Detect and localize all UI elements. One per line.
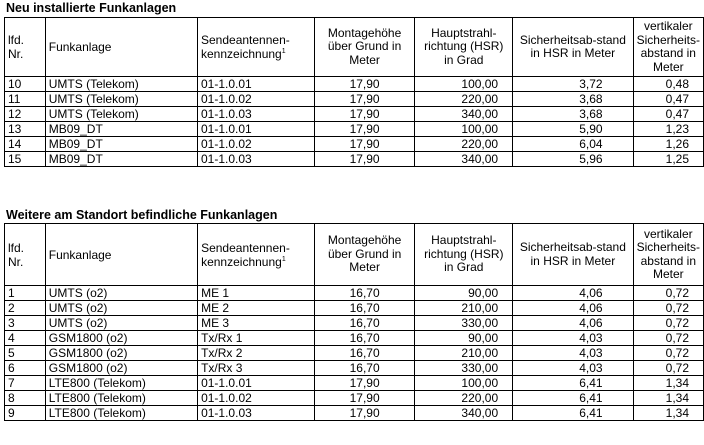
table-row [5,137,704,152]
table-row [5,107,704,122]
cell-montagehoehe: 17,90 [314,122,415,137]
table-row [5,122,704,137]
cell-vertikaler-abstand: 1,34 [633,406,703,421]
cell-nr: 2 [5,301,46,316]
cell-kennzeichnung: 01-1.0.01 [198,376,315,391]
cell-montagehoehe: 17,90 [314,92,415,107]
cell-nr: 8 [5,391,46,406]
cell-vertikaler-abstand: 1,34 [633,391,703,406]
cell-funkanlage: MB09_DT [45,152,197,167]
cell-hauptstrahlrichtung: 210,00 [415,301,513,316]
table-row [5,391,704,406]
cell-montagehoehe: 16,70 [314,286,415,301]
cell-kennzeichnung: ME 3 [198,316,315,331]
header-sicherheitsabstand: Sicherheitsab-stand in HSR in Meter [513,18,634,77]
cell-kennzeichnung: Tx/Rx 1 [198,331,315,346]
table-row [5,346,704,361]
cell-kennzeichnung: 01-1.0.01 [198,122,315,137]
section-title-new: Neu installierte Funkanlagen [6,1,177,15]
header-montagehoehe: Montagehöhe über Grund in Meter [314,18,415,77]
header-kennzeichnung-text: Sendeantennen-kennzeichnung [201,240,290,269]
cell-vertikaler-abstand: 0,72 [633,316,703,331]
cell-vertikaler-abstand: 0,48 [633,77,703,92]
header-sicherheitsabstand: Sicherheitsab-stand in HSR in Meter [513,224,633,286]
cell-kennzeichnung: 01-1.0.03 [198,107,315,122]
cell-hauptstrahlrichtung: 220,00 [415,92,513,107]
cell-montagehoehe: 16,70 [314,361,415,376]
cell-nr: 7 [5,376,46,391]
table-existing-installations [4,223,704,421]
cell-kennzeichnung: Tx/Rx 2 [198,346,315,361]
cell-funkanlage: UMTS (o2) [45,286,197,301]
cell-vertikaler-abstand: 0,72 [633,346,703,361]
cell-montagehoehe: 17,90 [314,376,415,391]
cell-nr: 12 [5,107,46,122]
cell-hauptstrahlrichtung: 330,00 [415,361,513,376]
cell-nr: 3 [5,316,46,331]
cell-funkanlage: UMTS (o2) [45,301,197,316]
cell-vertikaler-abstand: 1,34 [633,376,703,391]
header-vertikaler-abstand: vertikaler Sicherheits-abstand in Meter [633,224,703,286]
header-kennzeichnung [198,18,315,77]
cell-sicherheitsabstand: 5,96 [513,152,634,167]
cell-vertikaler-abstand: 0,72 [633,361,703,376]
cell-hauptstrahlrichtung: 100,00 [415,376,513,391]
table-header-row [5,18,704,77]
cell-vertikaler-abstand: 1,23 [633,122,703,137]
cell-sicherheitsabstand: 5,90 [513,122,634,137]
cell-vertikaler-abstand: 0,72 [633,301,703,316]
cell-montagehoehe: 17,90 [314,152,415,167]
cell-funkanlage: LTE800 (Telekom) [45,376,197,391]
cell-montagehoehe: 16,70 [314,346,415,361]
cell-montagehoehe: 17,90 [314,391,415,406]
footnote-marker: 1 [281,48,286,55]
table-row [5,301,704,316]
table-row [5,92,704,107]
cell-montagehoehe: 16,70 [314,301,415,316]
cell-montagehoehe: 17,90 [314,406,415,421]
cell-montagehoehe: 16,70 [314,331,415,346]
cell-sicherheitsabstand: 3,72 [513,77,634,92]
table-row [5,316,704,331]
cell-sicherheitsabstand: 4,03 [513,331,633,346]
cell-nr: 4 [5,331,46,346]
cell-kennzeichnung: 01-1.0.02 [198,391,315,406]
cell-sicherheitsabstand: 4,03 [513,361,633,376]
table-row [5,361,704,376]
cell-hauptstrahlrichtung: 90,00 [415,331,513,346]
cell-sicherheitsabstand: 4,03 [513,346,633,361]
cell-nr: 6 [5,361,46,376]
cell-kennzeichnung: ME 1 [198,286,315,301]
table-body-existing [5,286,704,421]
table-row [5,152,704,167]
table-header-row [5,224,704,286]
cell-hauptstrahlrichtung: 220,00 [415,137,513,152]
cell-nr: 9 [5,406,46,421]
cell-hauptstrahlrichtung: 220,00 [415,391,513,406]
table-row [5,376,704,391]
section-title-existing: Weitere am Standort befindliche Funkanlagen [6,208,278,222]
cell-montagehoehe: 17,90 [314,107,415,122]
cell-nr: 1 [5,286,46,301]
table-row [5,406,704,421]
cell-montagehoehe: 16,70 [314,316,415,331]
cell-funkanlage: UMTS (Telekom) [45,77,197,92]
table-body-new [5,77,704,167]
cell-vertikaler-abstand: 1,25 [633,152,703,167]
cell-kennzeichnung: 01-1.0.03 [198,406,315,421]
cell-nr: 11 [5,92,46,107]
header-kennzeichnung [198,224,315,286]
cell-nr: 5 [5,346,46,361]
header-hauptstrahlrichtung: Hauptstrahl-richtung (HSR) in Grad [415,18,513,77]
cell-vertikaler-abstand: 1,26 [633,137,703,152]
table-row [5,331,704,346]
cell-montagehoehe: 17,90 [314,137,415,152]
header-montagehoehe: Montagehöhe über Grund in Meter [314,224,415,286]
cell-hauptstrahlrichtung: 100,00 [415,122,513,137]
cell-hauptstrahlrichtung: 330,00 [415,316,513,331]
cell-funkanlage: GSM1800 (o2) [45,331,197,346]
header-funkanlage: Funkanlage [45,18,197,77]
cell-sicherheitsabstand: 3,68 [513,107,634,122]
cell-funkanlage: UMTS (Telekom) [45,107,197,122]
cell-kennzeichnung: ME 2 [198,301,315,316]
cell-nr: 13 [5,122,46,137]
cell-funkanlage: MB09_DT [45,137,197,152]
cell-sicherheitsabstand: 6,04 [513,137,634,152]
cell-funkanlage: GSM1800 (o2) [45,346,197,361]
cell-hauptstrahlrichtung: 100,00 [415,77,513,92]
header-kennzeichnung-text: Sendeantennen-kennzeichnung [201,33,290,61]
header-vertikaler-abstand: vertikaler Sicherheits-abstand in Meter [633,18,703,77]
cell-funkanlage: UMTS (o2) [45,316,197,331]
cell-nr: 14 [5,137,46,152]
table-row [5,286,704,301]
cell-sicherheitsabstand: 4,06 [513,301,633,316]
cell-funkanlage: LTE800 (Telekom) [45,391,197,406]
header-nr: lfd. Nr. [5,18,46,77]
cell-vertikaler-abstand: 0,47 [633,107,703,122]
cell-funkanlage: GSM1800 (o2) [45,361,197,376]
cell-vertikaler-abstand: 0,72 [633,331,703,346]
cell-sicherheitsabstand: 6,41 [513,391,633,406]
cell-funkanlage: UMTS (Telekom) [45,92,197,107]
cell-nr: 15 [5,152,46,167]
cell-hauptstrahlrichtung: 210,00 [415,346,513,361]
cell-sicherheitsabstand: 4,06 [513,316,633,331]
header-hauptstrahlrichtung: Hauptstrahl-richtung (HSR) in Grad [415,224,513,286]
cell-hauptstrahlrichtung: 340,00 [415,152,513,167]
cell-sicherheitsabstand: 6,41 [513,406,633,421]
cell-hauptstrahlrichtung: 340,00 [415,107,513,122]
cell-kennzeichnung: Tx/Rx 3 [198,361,315,376]
table-new-installations [4,17,704,167]
cell-vertikaler-abstand: 0,47 [633,92,703,107]
cell-kennzeichnung: 01-1.0.02 [198,137,315,152]
cell-funkanlage: LTE800 (Telekom) [45,406,197,421]
cell-kennzeichnung: 01-1.0.03 [198,152,315,167]
cell-nr: 10 [5,77,46,92]
header-funkanlage: Funkanlage [45,224,197,286]
table-row [5,77,704,92]
cell-hauptstrahlrichtung: 340,00 [415,406,513,421]
cell-kennzeichnung: 01-1.0.01 [198,77,315,92]
header-nr: lfd. Nr. [5,224,46,286]
cell-sicherheitsabstand: 4,06 [513,286,633,301]
cell-hauptstrahlrichtung: 90,00 [415,286,513,301]
cell-kennzeichnung: 01-1.0.02 [198,92,315,107]
footnote-marker: 1 [281,255,286,263]
cell-montagehoehe: 17,90 [314,77,415,92]
cell-funkanlage: MB09_DT [45,122,197,137]
cell-sicherheitsabstand: 3,68 [513,92,634,107]
cell-sicherheitsabstand: 6,41 [513,376,633,391]
cell-vertikaler-abstand: 0,72 [633,286,703,301]
